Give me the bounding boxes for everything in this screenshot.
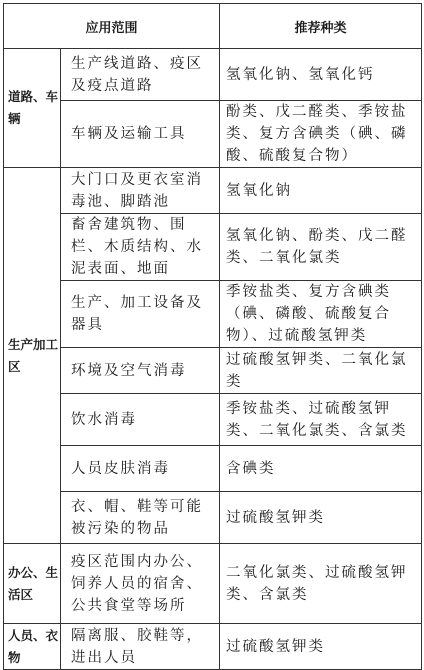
recommend-cell: 二氧化氯类、过硫酸氢钾类、含氯类 (220, 544, 422, 624)
recommend-cell: 氢氧化钠、酚类、戊二醛类、二氧化氯类 (220, 214, 422, 281)
header-row (4, 4, 422, 49)
area-cell: 畜舍建筑物、围栏、木质结构、水泥表面、地面 (61, 214, 220, 281)
area-cell: 大门口及更衣室消毒池、脚踏池 (61, 168, 220, 214)
area-cell: 人员皮肤消毒 (61, 446, 220, 492)
recommend-cell: 季铵盐类、复方含碘类（碘、磷酸、硫酸复合物）、过硫酸氢钾类 (220, 281, 422, 348)
area-cell: 生产线道路、疫区及疫点道路 (61, 49, 220, 101)
table-row (4, 624, 422, 670)
area-cell: 衣、帽、鞋等可能被污染的物品 (61, 492, 220, 544)
table-row (4, 49, 422, 101)
header-scope: 应用范围 (4, 4, 220, 49)
disinfectant-table (3, 3, 422, 670)
recommend-cell: 过硫酸氢钾类、二氧化氯类 (220, 348, 422, 394)
recommend-cell: 含碘类 (220, 446, 422, 492)
table-row (4, 214, 422, 281)
table-row (4, 544, 422, 624)
table-row (4, 492, 422, 544)
table-row (4, 348, 422, 394)
area-cell: 车辆及运输工具 (61, 101, 220, 168)
area-cell: 环境及空气消毒 (61, 348, 220, 394)
table-row (4, 446, 422, 492)
recommend-cell: 季铵盐类、过硫酸氢钾类、二氧化氯类、含氯类 (220, 394, 422, 446)
table-row (4, 168, 422, 214)
table-row (4, 394, 422, 446)
recommend-cell: 过硫酸氢钾类 (220, 492, 422, 544)
area-cell: 疫区范围内办公、饲养人员的宿舍、公共食堂等场所 (61, 544, 220, 624)
recommend-cell: 氢氧化钠、氢氧化钙 (220, 49, 422, 101)
category-office: 办公、生活区 (4, 544, 61, 624)
recommend-cell: 过硫酸氢钾类 (220, 624, 422, 670)
area-cell: 饮水消毒 (61, 394, 220, 446)
recommend-cell: 酚类、戊二醛类、季铵盐类、复方含碘类（碘、磷酸、硫酸复合物） (220, 101, 422, 168)
table-row (4, 101, 422, 168)
category-road: 道路、车辆 (4, 49, 61, 168)
category-personnel: 人员、衣物 (4, 624, 61, 670)
header-recommend: 推荐种类 (220, 4, 422, 49)
area-cell: 生产、加工设备及器具 (61, 281, 220, 348)
area-cell: 隔离服、胶鞋等，进出人员 (61, 624, 220, 670)
category-production: 生产加工区 (4, 168, 61, 544)
table-row (4, 281, 422, 348)
recommend-cell: 氢氧化钠 (220, 168, 422, 214)
